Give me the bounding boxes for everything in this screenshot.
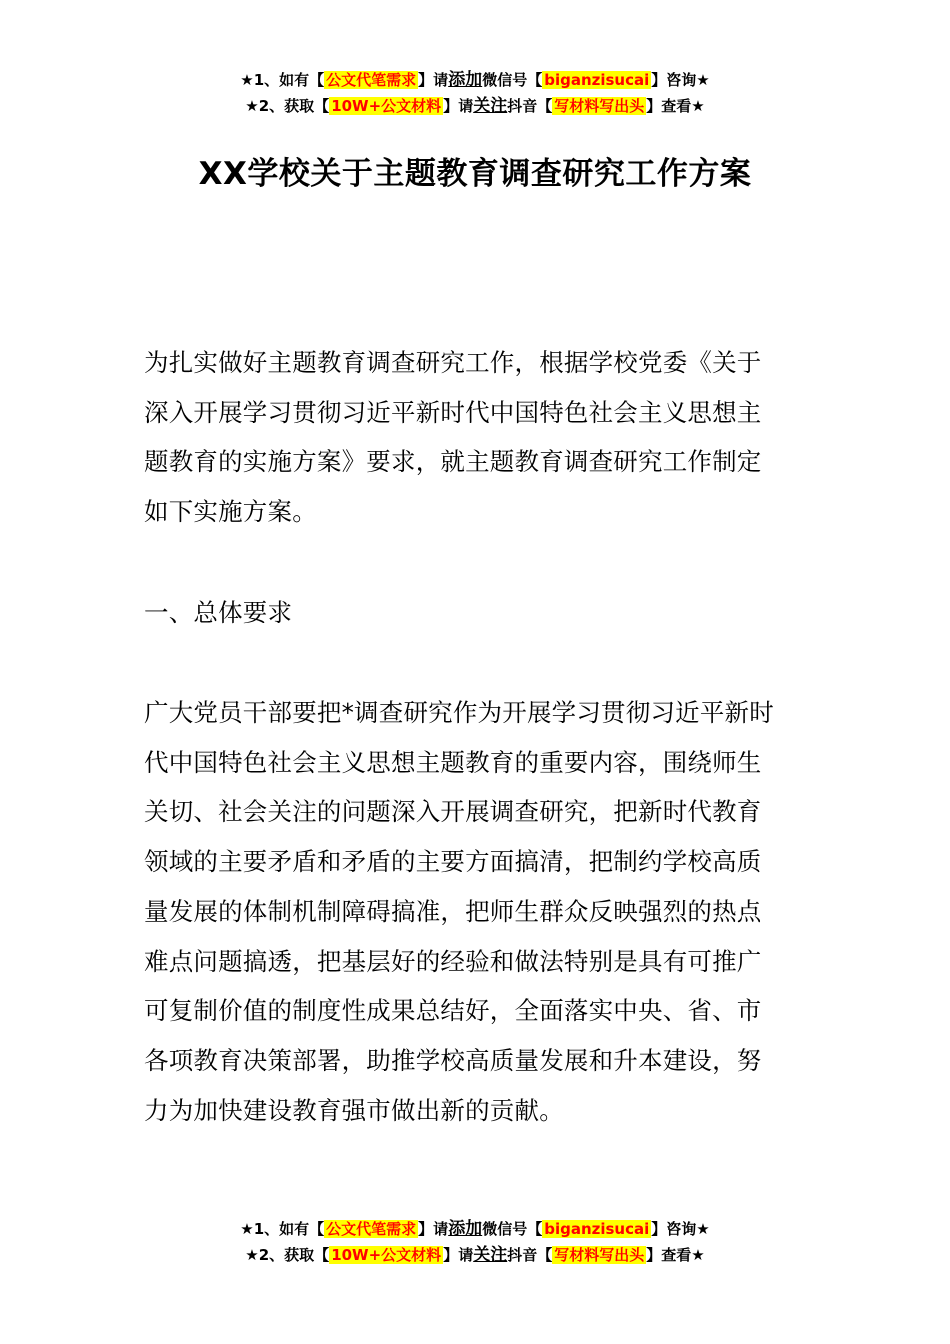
text-line: 力为加快建设教育强市做出新的贡献。: [144, 1095, 564, 1125]
text-line: 可复制价值的制度性成果总结好，全面落实中央、省、市: [144, 996, 762, 1026]
document-title: XX学校关于主题教育调查研究工作方案: [198, 156, 752, 192]
text-line: 关切、社会关注的问题深入开展调查研究，把新时代教育: [144, 797, 762, 827]
text-line: 量发展的体制机制障碍搞准，把师生群众反映强烈的热点: [144, 896, 762, 926]
text-line: 各项教育决策部署，助推学校高质量发展和升本建设，努: [144, 1045, 762, 1075]
promo-line-1: ★1、如有【 公文代笔需求 】请添加微信号【 biganzisucai 】咨询★: [240, 70, 710, 90]
promo-highlight: 10W+公文材料: [331, 97, 442, 115]
text-line: 为扎实做好主题教育调查研究工作，根据学校党委《关于: [144, 348, 762, 377]
promo-banner-bottom: [0, 1216, 950, 1268]
promo-highlight: 10W+公文材料: [331, 1246, 442, 1264]
wechat-id-highlight: biganzisucai: [544, 1220, 650, 1238]
promo-line-2: ★2、获取【 10W+公文材料 】请关注抖音【 写材料写出头 】查看★: [245, 96, 705, 116]
promo-highlight: 公文代笔需求: [326, 1220, 417, 1238]
intro-paragraph: [144, 338, 810, 537]
promo-highlight: 公文代笔需求: [326, 71, 417, 89]
text-line: 如下实施方案。: [144, 497, 317, 527]
promo-banner-top: [0, 67, 950, 119]
wechat-id-highlight: biganzisucai: [544, 71, 650, 89]
douyin-highlight: 写材料写出头: [554, 1246, 645, 1264]
text-line: 广大党员干部要把*调查研究作为开展学习贯彻习近平新时: [144, 698, 774, 727]
text-line: 领域的主要矛盾和矛盾的主要方面搞清，把制约学校高质: [144, 847, 762, 877]
section-paragraph: [144, 688, 810, 1135]
promo-line-1: ★1、如有【 公文代笔需求 】请添加微信号【 biganzisucai 】咨询★: [240, 1219, 710, 1239]
section-heading: 一、总体要求: [144, 598, 293, 627]
text-line: 代中国特色社会主义思想主题教育的重要内容，围绕师生: [144, 747, 762, 777]
douyin-highlight: 写材料写出头: [554, 97, 645, 115]
text-line: 难点问题搞透，把基层好的经验和做法特别是具有可推广: [144, 946, 762, 976]
text-line: 题教育的实施方案》要求，就主题教育调查研究工作制定: [144, 447, 762, 477]
promo-line-2: ★2、获取【 10W+公文材料 】请关注抖音【 写材料写出头 】查看★: [245, 1245, 705, 1265]
text-line: 深入开展学习贯彻习近平新时代中国特色社会主义思想主: [144, 397, 762, 427]
